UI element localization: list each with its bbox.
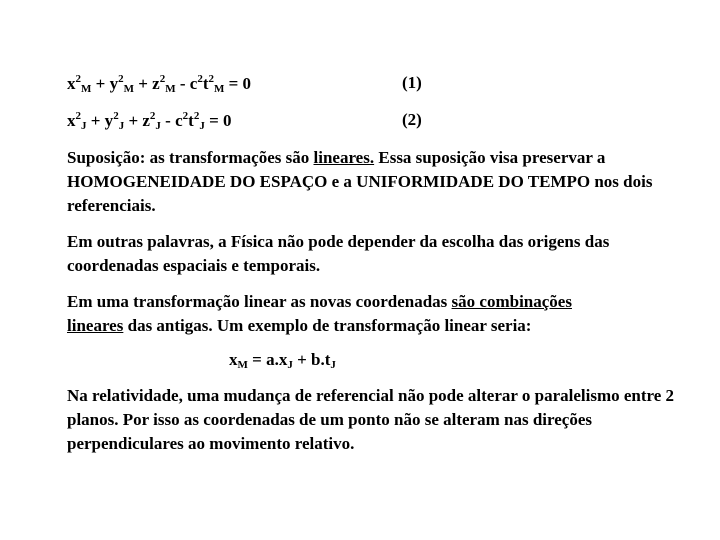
eq2-sub: J: [199, 120, 205, 132]
paragraph-other-words: Em outras palavras, a Física não pode depender da escolha das origens das coordenadas espaciais e temporais.: [67, 232, 610, 275]
eq2-term: = 0: [204, 111, 232, 130]
paragraph-relativity: Na relatividade, uma mudança de referencial não pode alterar o paralelismo entre 2 planos. Por isso as coordenadas de um ponto não se alteram nas direções perpendiculares ao movimento relativo.: [67, 386, 675, 453]
eq1-term: = 0: [224, 74, 252, 93]
equation-2: [67, 110, 232, 132]
eq2-exp: 2: [182, 110, 189, 122]
eq1-exp: 2: [75, 73, 81, 85]
eq2-sub: J: [155, 120, 161, 132]
eq2-term: + z: [124, 111, 150, 130]
eq2-exp: 2: [193, 110, 200, 122]
eq-var: x: [229, 350, 238, 369]
eq1-term: - c: [175, 74, 198, 93]
eq1-sub: M: [81, 83, 92, 95]
paragraph-text: Essa suposição visa preservar a HOMOGENEIDADE DO ESPAÇO e a UNIFORMIDADE DO TEMPO nos dois referenciais.: [67, 148, 653, 215]
eq2-term: + y: [86, 111, 114, 130]
paragraph-text: Suposição: as transformações são: [67, 148, 314, 167]
paragraph-text: Em uma transformação linear as novas coordenadas: [67, 292, 452, 311]
eq2-exp: 2: [113, 110, 119, 122]
eq1-term: + y: [91, 74, 119, 93]
paragraph-linear-transformation: [67, 290, 687, 338]
eq1-exp: 2: [208, 73, 214, 85]
equation-1: [67, 73, 251, 95]
eq-sub: J: [287, 359, 293, 371]
eq1-exp: 2: [159, 73, 166, 85]
underlined-term: lineares.: [313, 148, 375, 167]
eq2-x: x: [67, 111, 76, 130]
eq-sub: M: [237, 359, 248, 371]
eq1-sub: M: [123, 83, 134, 95]
eq-term: = a.x: [247, 350, 288, 369]
eq1-sub: M: [165, 83, 176, 95]
eq2-exp: 2: [75, 110, 81, 122]
eq1-x: x: [67, 74, 76, 93]
eq1-term: + z: [133, 74, 160, 93]
eq2-term: - c: [160, 111, 183, 130]
paragraph-assumption: [67, 146, 687, 218]
example-equation: [229, 350, 336, 371]
underlined-term: lineares: [67, 316, 124, 335]
eq1-term: t: [202, 74, 209, 93]
equation-1-number: (1): [402, 73, 422, 92]
eq2-term: t: [188, 111, 194, 130]
paragraph-text: das antigas. Um exemplo de transformação linear seria:: [123, 316, 532, 335]
equation-2-number: (2): [402, 110, 422, 129]
eq2-sub: J: [118, 120, 125, 132]
eq2-exp: 2: [149, 110, 156, 122]
eq1-sub: M: [213, 83, 225, 95]
eq-term: + b.t: [292, 350, 331, 369]
eq1-exp: 2: [118, 73, 124, 85]
eq2-sub: J: [81, 120, 87, 132]
eq1-exp: 2: [197, 73, 203, 85]
eq-sub: J: [330, 359, 336, 371]
underlined-term: são combinações: [451, 292, 572, 311]
